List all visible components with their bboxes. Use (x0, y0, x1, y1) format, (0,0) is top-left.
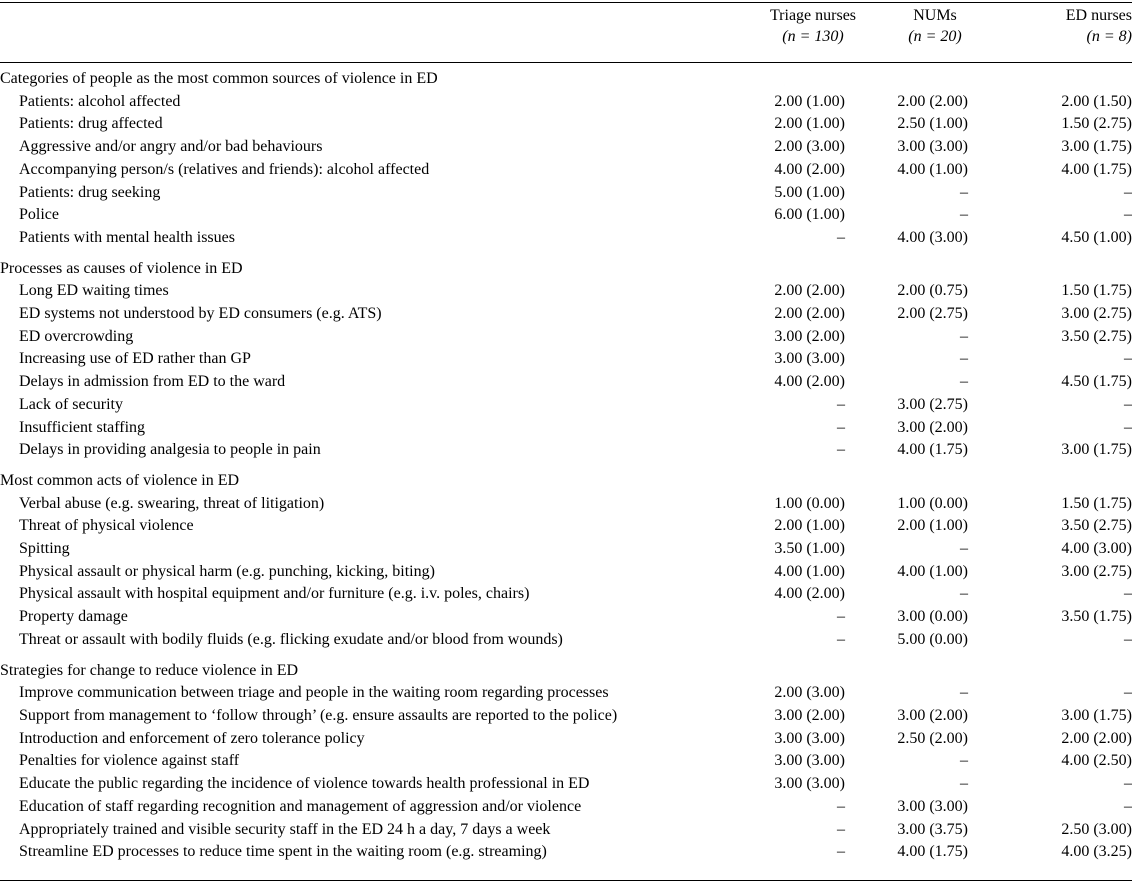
header-triage-nurses-n: (n = 130) (782, 28, 844, 45)
top-rule (0, 2, 1132, 3)
row-label: Property damage (19, 608, 128, 626)
table-row (0, 682, 1132, 705)
cell-ed-nurses: – (1124, 395, 1132, 413)
table-row (0, 728, 1132, 751)
section-header-row (0, 250, 1132, 281)
cell-triage-nurses: 4.00 (1.00) (774, 562, 845, 580)
cell-ed-nurses: 4.00 (2.50) (1061, 752, 1132, 770)
cell-ed-nurses: 3.00 (2.75) (1061, 562, 1132, 580)
row-label: Appropriately trained and visible security staff in the ED 24 h a day, 7 days a week (19, 820, 551, 838)
row-label: Verbal abuse (e.g. swearing, threat of litigation) (19, 494, 325, 512)
cell-nums: 2.00 (1.00) (897, 517, 968, 535)
row-label: Spitting (19, 540, 70, 558)
cell-ed-nurses: – (1124, 630, 1132, 648)
cell-ed-nurses: – (1124, 775, 1132, 793)
row-label: Patients with mental health issues (19, 228, 235, 246)
row-label: Penalties for violence against staff (19, 752, 240, 770)
cell-triage-nurses: 4.00 (2.00) (774, 585, 845, 603)
row-label: Insufficient staffing (19, 418, 146, 436)
cell-nums: 1.00 (0.00) (897, 494, 968, 512)
row-label: Increasing use of ED rather than GP (19, 350, 251, 368)
header-nums-label: NUMs (913, 7, 957, 24)
row-label: Delays in providing analgesia to people in pain (19, 441, 321, 459)
cell-triage-nurses: 4.00 (2.00) (774, 373, 845, 391)
header-blank (0, 5, 736, 62)
cell-triage-nurses: – (837, 797, 845, 815)
table-row (0, 773, 1132, 796)
cell-ed-nurses: 2.50 (3.00) (1061, 820, 1132, 838)
row-label: Educate the public regarding the incidence of violence towards health professional in ED (19, 775, 590, 793)
cell-ed-nurses: 4.00 (3.00) (1061, 540, 1132, 558)
cell-ed-nurses: 1.50 (2.75) (1061, 115, 1132, 133)
row-label: Lack of security (19, 395, 123, 413)
cell-triage-nurses: 2.00 (1.00) (774, 92, 845, 110)
table-row (0, 280, 1132, 303)
row-label: Introduction and enforcement of zero tolerance policy (19, 729, 365, 747)
table-row (0, 538, 1132, 561)
cell-ed-nurses: 4.50 (1.75) (1061, 373, 1132, 391)
cell-nums: – (960, 183, 968, 201)
table-row (0, 796, 1132, 819)
row-label: Accompanying person/s (relatives and friends): alcohol affected (19, 160, 430, 178)
cell-triage-nurses: 2.00 (1.00) (774, 517, 845, 535)
cell-nums: 3.00 (2.00) (897, 418, 968, 436)
table-row (0, 583, 1132, 606)
table-row (0, 303, 1132, 326)
row-label: Aggressive and/or angry and/or bad behaviours (19, 138, 323, 156)
row-label: Physical assault with hospital equipment and/or furniture (e.g. i.v. poles, chairs) (19, 585, 530, 603)
cell-triage-nurses: 3.00 (3.00) (774, 729, 845, 747)
row-label: Police (19, 206, 59, 224)
cell-ed-nurses: – (1124, 585, 1132, 603)
cell-triage-nurses: 4.00 (2.00) (774, 160, 845, 178)
cell-ed-nurses: 2.00 (1.50) (1061, 92, 1132, 110)
cell-triage-nurses: 3.50 (1.00) (774, 540, 845, 558)
cell-triage-nurses: – (837, 441, 845, 459)
cell-ed-nurses: 2.00 (2.00) (1061, 729, 1132, 747)
table-row (0, 629, 1132, 652)
cell-ed-nurses: 4.00 (1.75) (1061, 160, 1132, 178)
row-label: Delays in admission from ED to the ward (19, 373, 286, 391)
cell-nums: – (960, 540, 968, 558)
row-label: Improve communication between triage and people in the waiting room regarding processes (19, 684, 609, 702)
cell-ed-nurses: 3.00 (2.75) (1061, 305, 1132, 323)
table-row (0, 348, 1132, 371)
cell-ed-nurses: – (1124, 206, 1132, 224)
row-label: Physical assault or physical harm (e.g. punching, kicking, biting) (19, 562, 435, 580)
header-triage-nurses-label: Triage nurses (769, 7, 857, 24)
cell-nums: – (960, 775, 968, 793)
row-label: Patients: drug seeking (19, 183, 161, 201)
cell-ed-nurses: – (1124, 183, 1132, 201)
cell-ed-nurses: 1.50 (1.75) (1061, 282, 1132, 300)
cell-ed-nurses: 4.00 (3.25) (1061, 843, 1132, 861)
section-header-row (0, 462, 1132, 493)
section-header-row (0, 62, 1132, 91)
cell-nums: 5.00 (0.00) (897, 630, 968, 648)
cell-triage-nurses: – (837, 228, 845, 246)
table-row (0, 606, 1132, 629)
cell-triage-nurses: 2.00 (2.00) (774, 282, 845, 300)
cell-nums: – (960, 752, 968, 770)
cell-triage-nurses: 3.00 (2.00) (774, 327, 845, 345)
row-label: ED overcrowding (19, 327, 134, 345)
cell-nums: 2.50 (2.00) (897, 729, 968, 747)
section-title: Categories of people as the most common sources of violence in ED (0, 70, 438, 87)
cell-triage-nurses: – (837, 843, 845, 861)
table-row (0, 439, 1132, 462)
row-label: ED systems not understood by ED consumers (e.g. ATS) (19, 305, 382, 323)
cell-triage-nurses: 3.00 (3.00) (774, 752, 845, 770)
table-row (0, 227, 1132, 250)
cell-nums: 3.00 (3.75) (897, 820, 968, 838)
header-nums (860, 5, 1000, 62)
cell-nums: 4.00 (1.75) (897, 441, 968, 459)
cell-nums: 4.00 (1.00) (897, 562, 968, 580)
table-row (0, 841, 1132, 864)
section-title: Most common acts of violence in ED (0, 471, 240, 489)
cell-ed-nurses: – (1124, 350, 1132, 368)
cell-nums: 2.00 (2.75) (897, 305, 968, 323)
cell-nums: 3.00 (3.00) (897, 138, 968, 156)
cell-triage-nurses: 1.00 (0.00) (774, 494, 845, 512)
cell-triage-nurses: 2.00 (1.00) (774, 115, 845, 133)
cell-triage-nurses: 2.00 (3.00) (774, 138, 845, 156)
cell-triage-nurses: – (837, 630, 845, 648)
table-row (0, 819, 1132, 842)
table-header (0, 5, 1132, 62)
section-header-row (0, 652, 1132, 683)
row-label: Education of staff regarding recognition and management of aggression and/or violence (19, 797, 582, 815)
row-label: Long ED waiting times (19, 282, 169, 300)
cell-triage-nurses: 3.00 (3.00) (774, 775, 845, 793)
table-body (0, 62, 1132, 864)
row-label: Streamline ED processes to reduce time spent in the waiting room (e.g. streaming) (19, 843, 547, 861)
cell-ed-nurses: – (1124, 797, 1132, 815)
header-ed-nurses (1000, 5, 1132, 62)
cell-nums: 4.00 (3.00) (897, 228, 968, 246)
cell-ed-nurses: 3.50 (2.75) (1061, 327, 1132, 345)
cell-nums: – (960, 684, 968, 702)
header-triage-nurses (736, 5, 860, 62)
table-row (0, 493, 1132, 516)
cell-triage-nurses: – (837, 418, 845, 436)
cell-nums: 4.00 (1.75) (897, 843, 968, 861)
cell-triage-nurses: 2.00 (2.00) (774, 305, 845, 323)
cell-nums: – (960, 373, 968, 391)
cell-triage-nurses: 5.00 (1.00) (774, 183, 845, 201)
table-row (0, 136, 1132, 159)
cell-ed-nurses: 3.00 (1.75) (1061, 441, 1132, 459)
cell-triage-nurses: 2.00 (3.00) (774, 684, 845, 702)
table-row (0, 394, 1132, 417)
row-label: Patients: drug affected (19, 115, 163, 133)
cell-nums: 3.00 (0.00) (897, 608, 968, 626)
table-row (0, 371, 1132, 394)
cell-ed-nurses: – (1124, 684, 1132, 702)
section-title: Strategies for change to reduce violence in ED (0, 661, 299, 679)
cell-nums: – (960, 327, 968, 345)
cell-triage-nurses: 6.00 (1.00) (774, 206, 845, 224)
cell-triage-nurses: – (837, 608, 845, 626)
row-label: Threat or assault with bodily fluids (e.g. flicking exudate and/or blood from wounds) (19, 630, 563, 648)
cell-ed-nurses: 3.50 (1.75) (1061, 608, 1132, 626)
cell-ed-nurses: 3.00 (1.75) (1061, 706, 1132, 724)
cell-nums: 3.00 (3.00) (897, 797, 968, 815)
table-row (0, 561, 1132, 584)
table-row (0, 417, 1132, 440)
bottom-rule (0, 880, 1132, 881)
row-label: Support from management to ‘follow through’ (e.g. ensure assaults are reported to the police) (19, 706, 618, 724)
cell-nums: – (960, 585, 968, 603)
cell-triage-nurses: 3.00 (3.00) (774, 350, 845, 368)
section-title: Processes as causes of violence in ED (0, 259, 243, 277)
row-label: Threat of physical violence (19, 517, 194, 535)
cell-ed-nurses: 3.00 (1.75) (1061, 138, 1132, 156)
cell-ed-nurses: 3.50 (2.75) (1061, 517, 1132, 535)
table-row (0, 91, 1132, 114)
row-label: Patients: alcohol affected (19, 92, 181, 110)
table-row (0, 113, 1132, 136)
cell-nums: – (960, 206, 968, 224)
cell-ed-nurses: 4.50 (1.00) (1061, 228, 1132, 246)
table-row (0, 159, 1132, 182)
cell-nums: 3.00 (2.00) (897, 706, 968, 724)
cell-nums: 3.00 (2.75) (897, 395, 968, 413)
cell-ed-nurses: – (1124, 418, 1132, 436)
cell-ed-nurses: 1.50 (1.75) (1061, 494, 1132, 512)
header-ed-nurses-n: (n = 8) (1086, 28, 1132, 45)
table-row (0, 515, 1132, 538)
header-nums-n: (n = 20) (908, 28, 962, 45)
cell-triage-nurses: – (837, 395, 845, 413)
table-row (0, 204, 1132, 227)
cell-nums: 2.00 (2.00) (897, 92, 968, 110)
table-row (0, 182, 1132, 205)
cell-nums: 2.50 (1.00) (897, 115, 968, 133)
results-table (0, 5, 1132, 864)
table-row (0, 750, 1132, 773)
cell-nums: 4.00 (1.00) (897, 160, 968, 178)
table-row (0, 705, 1132, 728)
cell-triage-nurses: – (837, 820, 845, 838)
table-row (0, 326, 1132, 349)
cell-triage-nurses: 3.00 (2.00) (774, 706, 845, 724)
cell-nums: 2.00 (0.75) (897, 282, 968, 300)
header-ed-nurses-label: ED nurses (1065, 7, 1132, 24)
cell-nums: – (960, 350, 968, 368)
